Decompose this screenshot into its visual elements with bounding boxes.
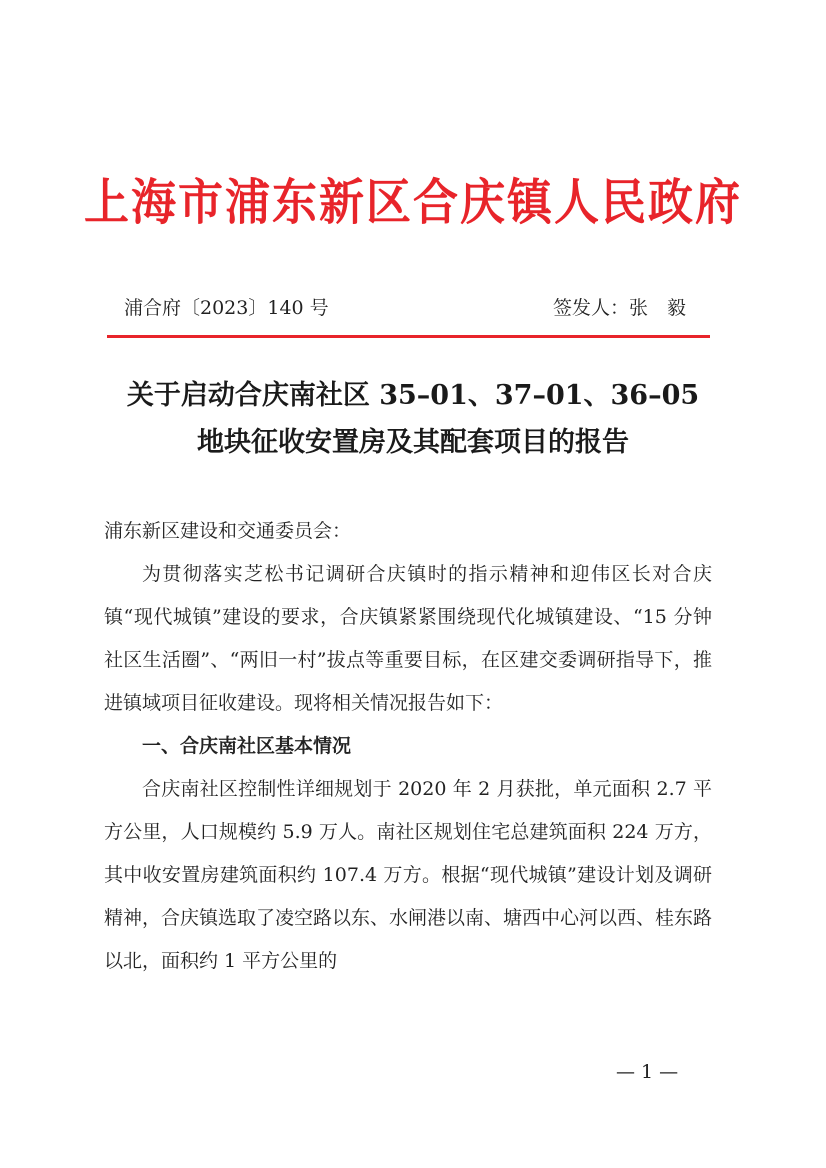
section-heading-1: 一、合庆南社区基本情况 bbox=[142, 735, 352, 757]
issuer-masthead: 上海市浦东新区合庆镇人民政府 bbox=[83, 173, 742, 232]
addressee: 浦东新区建设和交通委员会： bbox=[104, 520, 352, 542]
body-paragraph-section-1: 合庆南社区控制性详细规划于 2020 年 2 月获批，单元面积 2.7 平方公里，人口规模约 5.9 万人。南社区规划住宅总建筑面积 224 万方，其中收安置房建筑面积约 107.4 万方。根据“现代城镇”建设计划及调研精神，合庆镇选取了凌空路以东、水闸港以南、塘西中心河以西、桂东路以北，面积约 1 平方公里的 bbox=[104, 778, 713, 972]
red-divider-line bbox=[107, 335, 710, 338]
body-paragraph-intro: 为贯彻落实芝松书记调研合庆镇时的指示精神和迎伟区长对合庆镇“现代城镇”建设的要求，合庆镇紧紧围绕现代化城镇建设、“15 分钟社区生活圈”、“两旧一村”拔点等重要目标，在区建交委调研指导下，推进镇域项目征收建设。现将相关情况报告如下： bbox=[104, 563, 712, 714]
document-title-line-2: 地块征收安置房及其配套项目的报告 bbox=[197, 427, 629, 458]
document-title-line-1: 关于启动合庆南社区 35–01、37–01、36–05 bbox=[126, 380, 700, 411]
page-number: — 1 — bbox=[616, 1061, 679, 1083]
document-body bbox=[104, 510, 712, 983]
signer: 签发人：张 毅 bbox=[552, 297, 686, 319]
document-number: 浦合府〔2023〕140 号 bbox=[124, 297, 329, 319]
document-title bbox=[60, 372, 766, 466]
